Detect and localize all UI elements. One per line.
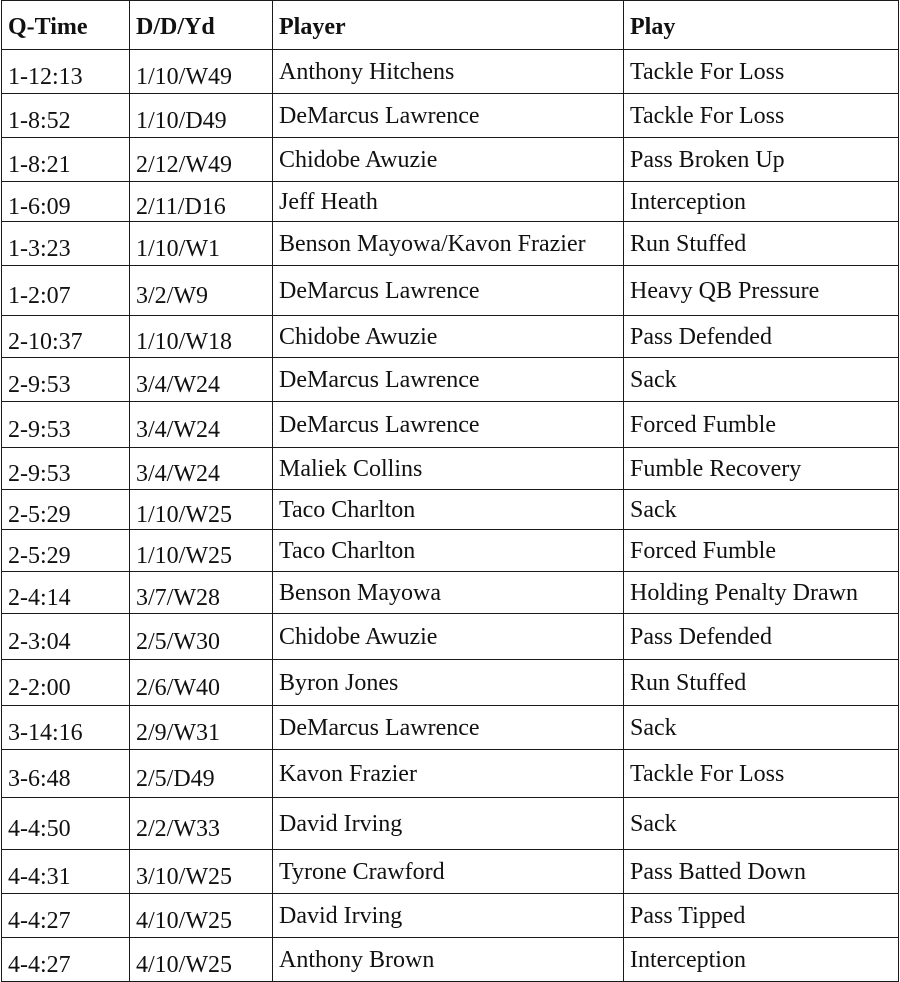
cell-q-time: 4-4:27 [2,894,130,938]
cell-q-time: 4-4:27 [2,938,130,982]
plays-table [1,0,899,982]
cell-play: Tackle For Loss [624,50,899,94]
cell-play: Run Stuffed [624,222,899,266]
cell-player: Chidobe Awuzie [273,316,624,358]
cell-q-time: 2-10:37 [2,316,130,358]
cell-q-time: 2-4:14 [2,572,130,614]
cell-q-time: 1-12:13 [2,50,130,94]
cell-player: Benson Mayowa/Kavon Frazier [273,222,624,266]
cell-q-time: 4-4:50 [2,798,130,850]
table-row [2,448,899,490]
cell-q-time: 4-4:31 [2,850,130,894]
table-row [2,530,899,572]
cell-down-distance-yard: 3/10/W25 [130,850,273,894]
cell-down-distance-yard: 4/10/W25 [130,938,273,982]
cell-player: Tyrone Crawford [273,850,624,894]
cell-player: David Irving [273,894,624,938]
table-row [2,50,899,94]
cell-q-time: 2-9:53 [2,358,130,402]
cell-down-distance-yard: 1/10/W49 [130,50,273,94]
cell-q-time: 1-6:09 [2,182,130,222]
table-row [2,490,899,530]
cell-play: Tackle For Loss [624,750,899,798]
cell-q-time: 3-14:16 [2,706,130,750]
cell-player: Anthony Hitchens [273,50,624,94]
cell-play: Tackle For Loss [624,94,899,138]
cell-down-distance-yard: 3/2/W9 [130,266,273,316]
cell-q-time: 2-5:29 [2,490,130,530]
table-row [2,138,899,182]
cell-play: Sack [624,706,899,750]
cell-q-time: 2-2:00 [2,660,130,706]
cell-player: Taco Charlton [273,530,624,572]
cell-play: Heavy QB Pressure [624,266,899,316]
cell-play: Interception [624,182,899,222]
cell-player: DeMarcus Lawrence [273,706,624,750]
table-row [2,706,899,750]
cell-player: Chidobe Awuzie [273,138,624,182]
header-player: Player [273,1,624,50]
cell-play: Fumble Recovery [624,448,899,490]
cell-q-time: 2-5:29 [2,530,130,572]
cell-q-time: 2-9:53 [2,448,130,490]
cell-play: Forced Fumble [624,402,899,448]
table-row [2,316,899,358]
cell-play: Holding Penalty Drawn [624,572,899,614]
cell-down-distance-yard: 3/4/W24 [130,358,273,402]
cell-play: Pass Broken Up [624,138,899,182]
cell-q-time: 1-8:21 [2,138,130,182]
cell-down-distance-yard: 3/7/W28 [130,572,273,614]
cell-down-distance-yard: 1/10/D49 [130,94,273,138]
table-row [2,660,899,706]
header-q-time: Q-Time [2,1,130,50]
table-row [2,850,899,894]
cell-player: DeMarcus Lawrence [273,94,624,138]
table-row [2,798,899,850]
cell-q-time: 2-9:53 [2,402,130,448]
cell-player: Jeff Heath [273,182,624,222]
table-body [2,50,899,982]
cell-down-distance-yard: 3/4/W24 [130,402,273,448]
cell-q-time: 1-2:07 [2,266,130,316]
cell-play: Pass Batted Down [624,850,899,894]
cell-player: David Irving [273,798,624,850]
cell-player: Chidobe Awuzie [273,614,624,660]
cell-down-distance-yard: 2/11/D16 [130,182,273,222]
cell-down-distance-yard: 1/10/W25 [130,490,273,530]
cell-play: Sack [624,358,899,402]
cell-down-distance-yard: 2/5/D49 [130,750,273,798]
table-row [2,358,899,402]
cell-player: DeMarcus Lawrence [273,358,624,402]
table-row [2,938,899,982]
cell-play: Pass Tipped [624,894,899,938]
cell-down-distance-yard: 1/10/W1 [130,222,273,266]
table-row [2,750,899,798]
cell-down-distance-yard: 2/2/W33 [130,798,273,850]
table-row [2,402,899,448]
cell-play: Forced Fumble [624,530,899,572]
cell-player: Maliek Collins [273,448,624,490]
cell-player: DeMarcus Lawrence [273,266,624,316]
cell-down-distance-yard: 1/10/W18 [130,316,273,358]
cell-down-distance-yard: 2/12/W49 [130,138,273,182]
cell-player: Taco Charlton [273,490,624,530]
cell-player: Anthony Brown [273,938,624,982]
cell-player: Byron Jones [273,660,624,706]
cell-q-time: 1-3:23 [2,222,130,266]
cell-down-distance-yard: 1/10/W25 [130,530,273,572]
cell-q-time: 1-8:52 [2,94,130,138]
table-row [2,266,899,316]
cell-play: Run Stuffed [624,660,899,706]
cell-down-distance-yard: 2/9/W31 [130,706,273,750]
cell-q-time: 2-3:04 [2,614,130,660]
cell-play: Sack [624,490,899,530]
cell-player: DeMarcus Lawrence [273,402,624,448]
cell-down-distance-yard: 2/5/W30 [130,614,273,660]
cell-play: Sack [624,798,899,850]
cell-player: Kavon Frazier [273,750,624,798]
cell-player: Benson Mayowa [273,572,624,614]
header-down-distance-yard: D/D/Yd [130,1,273,50]
cell-down-distance-yard: 4/10/W25 [130,894,273,938]
cell-play: Interception [624,938,899,982]
table-header [2,1,899,50]
table-row [2,222,899,266]
cell-play: Pass Defended [624,614,899,660]
table-row [2,894,899,938]
header-row [2,1,899,50]
cell-q-time: 3-6:48 [2,750,130,798]
cell-down-distance-yard: 3/4/W24 [130,448,273,490]
cell-down-distance-yard: 2/6/W40 [130,660,273,706]
table-row [2,572,899,614]
table-row [2,614,899,660]
cell-play: Pass Defended [624,316,899,358]
table-row [2,182,899,222]
header-play: Play [624,1,899,50]
table-row [2,94,899,138]
